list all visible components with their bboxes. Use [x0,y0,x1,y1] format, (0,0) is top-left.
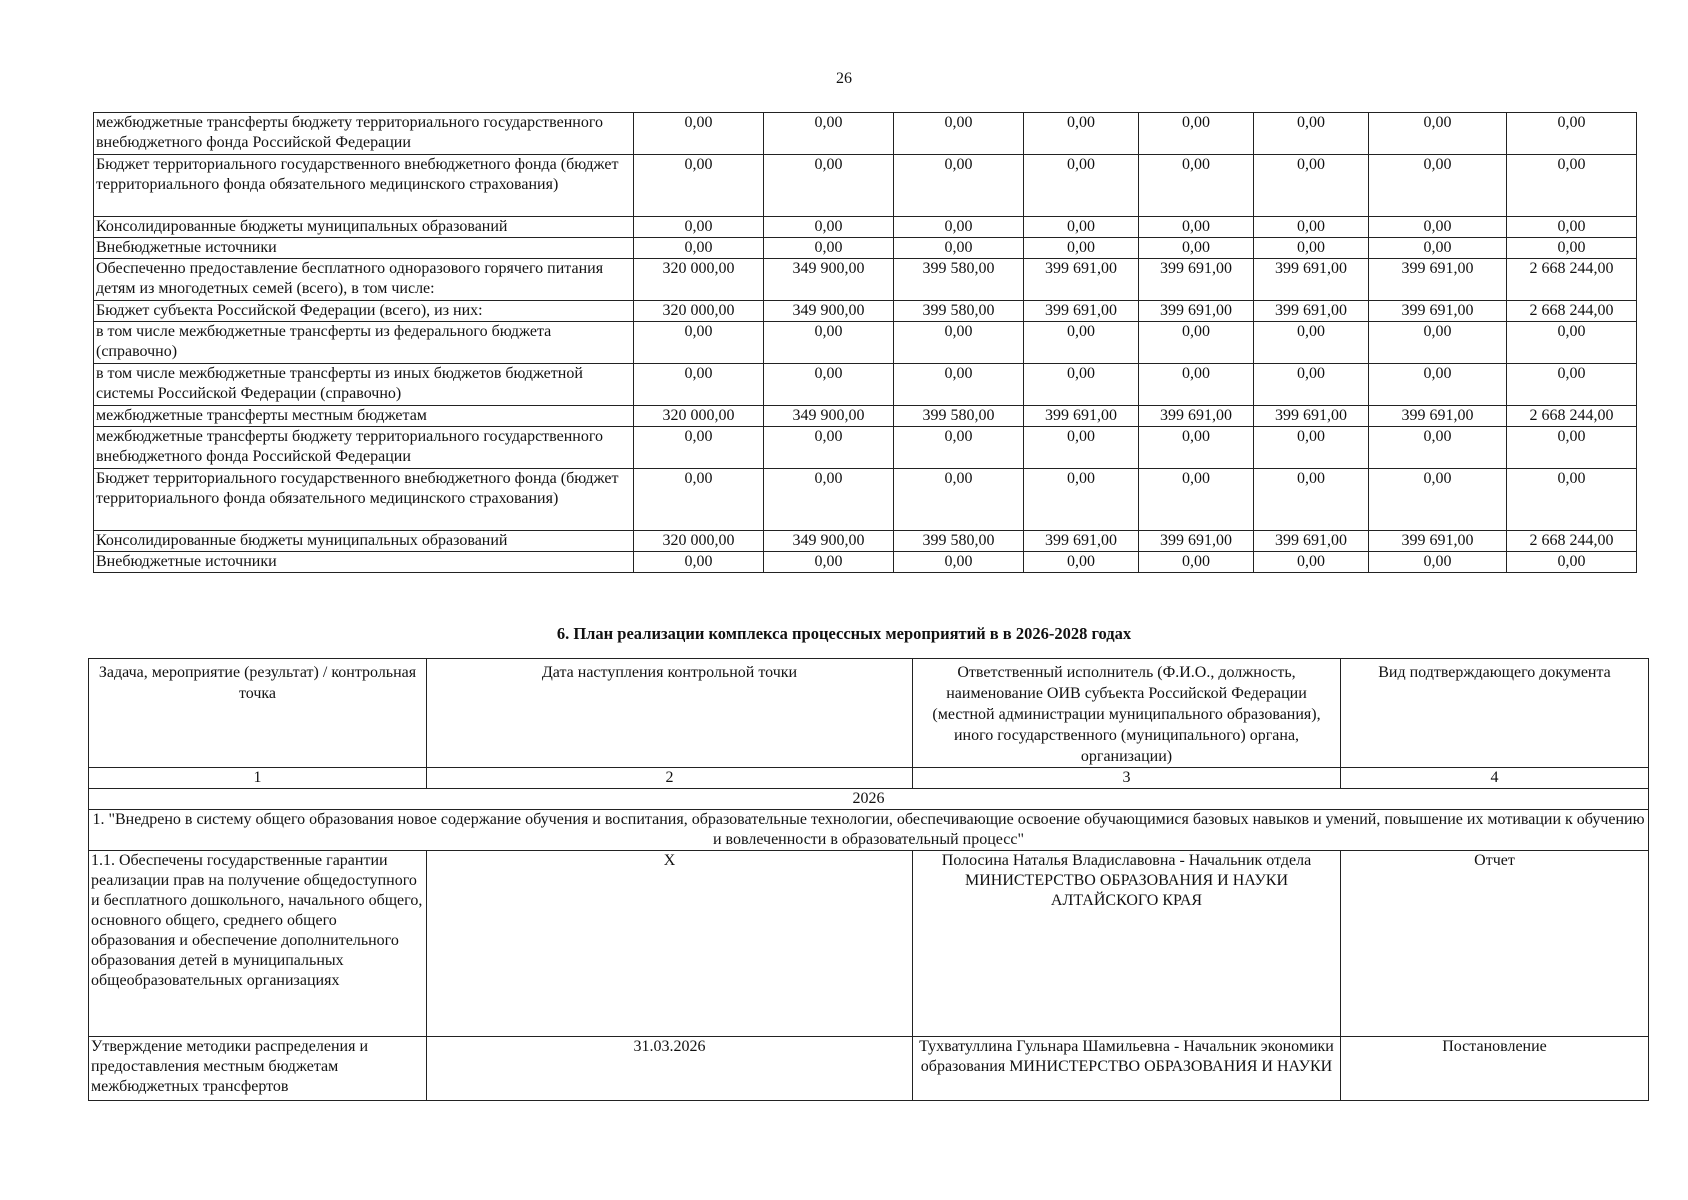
value-cell: 0,00 [1024,155,1139,217]
financing-row [94,155,1637,217]
value-cell: 0,00 [634,113,764,155]
task-row [89,810,1649,851]
value-cell: 0,00 [1139,364,1254,406]
value-cell: 0,00 [894,322,1024,364]
row-label: Консолидированные бюджеты муниципальных образований [94,531,634,552]
year-row [89,789,1649,810]
year-cell: 2026 [89,789,1649,810]
value-cell: 0,00 [1369,427,1507,469]
value-cell: 0,00 [1254,217,1369,238]
value-cell: 0,00 [894,217,1024,238]
row-label: Консолидированные бюджеты муниципальных образований [94,217,634,238]
value-cell: 399 691,00 [1024,259,1139,301]
row-label: межбюджетные трансферты местным бюджетам [94,406,634,427]
value-cell: 399 691,00 [1024,301,1139,322]
value-cell: 320 000,00 [634,406,764,427]
value-cell: 320 000,00 [634,531,764,552]
financing-row [94,259,1637,301]
row-label: Бюджет территориального государственного внебюджетного фонда (бюджет территориального фонда обязательного медицинского страхования) [94,469,634,531]
value-cell: 0,00 [1507,364,1637,406]
value-cell: 0,00 [1254,364,1369,406]
column-number: 3 [913,768,1341,789]
plan-executor: Тухватуллина Гульнара Шамильевна - Начальник экономики образования МИНИСТЕРСТВО ОБРАЗОВАНИЯ И НАУКИ [913,1037,1341,1101]
value-cell: 0,00 [1369,113,1507,155]
plan-row [89,1037,1649,1101]
value-cell: 0,00 [894,469,1024,531]
value-cell: 0,00 [1139,113,1254,155]
value-cell: 0,00 [1024,552,1139,573]
financing-row [94,113,1637,155]
financing-row [94,364,1637,406]
row-label: Внебюджетные источники [94,238,634,259]
financing-row [94,531,1637,552]
row-label: в том числе межбюджетные трансферты из федерального бюджета (справочно) [94,322,634,364]
plan-item: 1.1. Обеспечены государственные гарантии реализации прав на получение общедоступного и бесплатного дошкольного, начального общего, основного общего, среднего общего образования и обеспечение дополнительного образования детей в муниципальных общеобразовательных организациях [89,851,427,1037]
value-cell: 320 000,00 [634,301,764,322]
value-cell: 399 691,00 [1369,301,1507,322]
value-cell: 0,00 [1369,364,1507,406]
value-cell: 0,00 [1254,113,1369,155]
value-cell: 0,00 [1507,113,1637,155]
value-cell: 0,00 [764,113,894,155]
plan-header-row [89,659,1649,768]
plan-document: Постановление [1341,1037,1649,1101]
value-cell: 349 900,00 [764,301,894,322]
header-document: Вид подтверждающего документа [1341,659,1649,768]
financing-table [93,112,1637,573]
column-number: 4 [1341,768,1649,789]
value-cell: 349 900,00 [764,531,894,552]
value-cell: 2 668 244,00 [1507,301,1637,322]
financing-row [94,552,1637,573]
value-cell: 0,00 [1369,238,1507,259]
financing-row [94,406,1637,427]
value-cell: 0,00 [764,155,894,217]
value-cell: 0,00 [634,552,764,573]
value-cell: 0,00 [1139,469,1254,531]
value-cell: 0,00 [634,364,764,406]
value-cell: 0,00 [1139,238,1254,259]
value-cell: 0,00 [1369,217,1507,238]
financing-row [94,238,1637,259]
value-cell: 0,00 [1024,364,1139,406]
value-cell: 0,00 [764,552,894,573]
financing-row [94,469,1637,531]
value-cell: 399 691,00 [1139,531,1254,552]
value-cell: 0,00 [1139,552,1254,573]
value-cell: 0,00 [1369,552,1507,573]
value-cell: 0,00 [1369,322,1507,364]
value-cell: 0,00 [1507,238,1637,259]
value-cell: 399 580,00 [894,301,1024,322]
financing-row [94,322,1637,364]
value-cell: 399 691,00 [1024,531,1139,552]
value-cell: 0,00 [1369,469,1507,531]
value-cell: 349 900,00 [764,259,894,301]
value-cell: 399 691,00 [1369,259,1507,301]
row-label: Внебюджетные источники [94,552,634,573]
value-cell: 399 691,00 [1254,531,1369,552]
financing-row [94,427,1637,469]
value-cell: 399 691,00 [1024,406,1139,427]
value-cell: 0,00 [894,238,1024,259]
value-cell: 0,00 [1507,155,1637,217]
plan-table [88,658,1649,1101]
value-cell: 0,00 [764,217,894,238]
value-cell: 399 691,00 [1139,301,1254,322]
value-cell: 0,00 [1254,552,1369,573]
value-cell: 0,00 [1254,322,1369,364]
value-cell: 0,00 [764,322,894,364]
value-cell: 0,00 [1254,469,1369,531]
plan-date: X [427,851,913,1037]
value-cell: 399 691,00 [1254,406,1369,427]
value-cell: 0,00 [1139,155,1254,217]
value-cell: 0,00 [1254,238,1369,259]
value-cell: 0,00 [1024,322,1139,364]
value-cell: 0,00 [1024,427,1139,469]
value-cell: 0,00 [894,552,1024,573]
value-cell: 0,00 [1507,552,1637,573]
value-cell: 0,00 [1139,217,1254,238]
value-cell: 399 580,00 [894,531,1024,552]
value-cell: 0,00 [634,238,764,259]
row-label: Бюджет территориального государственного внебюджетного фонда (бюджет территориального фонда обязательного медицинского страхования) [94,155,634,217]
value-cell: 2 668 244,00 [1507,406,1637,427]
value-cell: 399 691,00 [1254,259,1369,301]
financing-row [94,217,1637,238]
financing-row [94,301,1637,322]
value-cell: 0,00 [1024,469,1139,531]
value-cell: 0,00 [634,469,764,531]
value-cell: 0,00 [1507,427,1637,469]
value-cell: 0,00 [1024,113,1139,155]
value-cell: 0,00 [1024,217,1139,238]
value-cell: 399 691,00 [1139,259,1254,301]
value-cell: 0,00 [634,427,764,469]
task-cell: 1. "Внедрено в систему общего образования новое содержание обучения и воспитания, образовательные технологии, обеспечивающие освоение обучающимися базовых навыков и умений, повышение их мотивации к обучению и вовлеченности в образовательный процесс" [89,810,1649,851]
row-label: межбюджетные трансферты бюджету территориального государственного внебюджетного фонда Российской Федерации [94,427,634,469]
value-cell: 0,00 [894,155,1024,217]
value-cell: 0,00 [894,427,1024,469]
value-cell: 0,00 [894,113,1024,155]
value-cell: 0,00 [1507,217,1637,238]
column-number-row [89,768,1649,789]
value-cell: 0,00 [1254,155,1369,217]
value-cell: 0,00 [634,217,764,238]
value-cell: 0,00 [764,238,894,259]
row-label: Обеспеченно предоставление бесплатного одноразового горячего питания детям из многодетных семей (всего), в том числе: [94,259,634,301]
header-executor: Ответственный исполнитель (Ф.И.О., должность, наименование ОИВ субъекта Российской Федерации (местной администрации муниципального образования), иного государственного (муниципального) органа, организации) [913,659,1341,768]
header-date: Дата наступления контрольной точки [427,659,913,768]
plan-date: 31.03.2026 [427,1037,913,1101]
value-cell: 0,00 [1254,427,1369,469]
row-label: Бюджет субъекта Российской Федерации (всего), из них: [94,301,634,322]
section-title: 6. План реализации комплекса процессных мероприятий в в 2026-2028 годах [556,624,1132,643]
column-number: 2 [427,768,913,789]
value-cell: 0,00 [1507,469,1637,531]
value-cell: 2 668 244,00 [1507,531,1637,552]
plan-row [89,851,1649,1037]
plan-item: Утверждение методики распределения и предоставления местным бюджетам межбюджетных трансфертов [89,1037,427,1101]
value-cell: 399 580,00 [894,259,1024,301]
value-cell: 0,00 [764,469,894,531]
value-cell: 399 691,00 [1139,406,1254,427]
value-cell: 0,00 [1139,427,1254,469]
header-task: Задача, мероприятие (результат) / контрольная точка [89,659,427,768]
value-cell: 0,00 [1024,238,1139,259]
value-cell: 0,00 [1369,155,1507,217]
value-cell: 0,00 [764,364,894,406]
value-cell: 0,00 [764,427,894,469]
value-cell: 0,00 [634,155,764,217]
value-cell: 399 580,00 [894,406,1024,427]
value-cell: 399 691,00 [1369,531,1507,552]
value-cell: 0,00 [1139,322,1254,364]
value-cell: 0,00 [894,364,1024,406]
row-label: межбюджетные трансферты бюджету территориального государственного внебюджетного фонда Российской Федерации [94,113,634,155]
value-cell: 2 668 244,00 [1507,259,1637,301]
value-cell: 349 900,00 [764,406,894,427]
value-cell: 320 000,00 [634,259,764,301]
value-cell: 399 691,00 [1369,406,1507,427]
page-number: 26 [836,70,852,87]
row-label: в том числе межбюджетные трансферты из иных бюджетов бюджетной системы Российской Федерации (справочно) [94,364,634,406]
plan-executor: Полосина Наталья Владиславовна - Начальник отдела МИНИСТЕРСТВО ОБРАЗОВАНИЯ И НАУКИ АЛТАЙСКОГО КРАЯ [913,851,1341,1037]
plan-document: Отчет [1341,851,1649,1037]
value-cell: 0,00 [634,322,764,364]
value-cell: 399 691,00 [1254,301,1369,322]
column-number: 1 [89,768,427,789]
value-cell: 0,00 [1507,322,1637,364]
